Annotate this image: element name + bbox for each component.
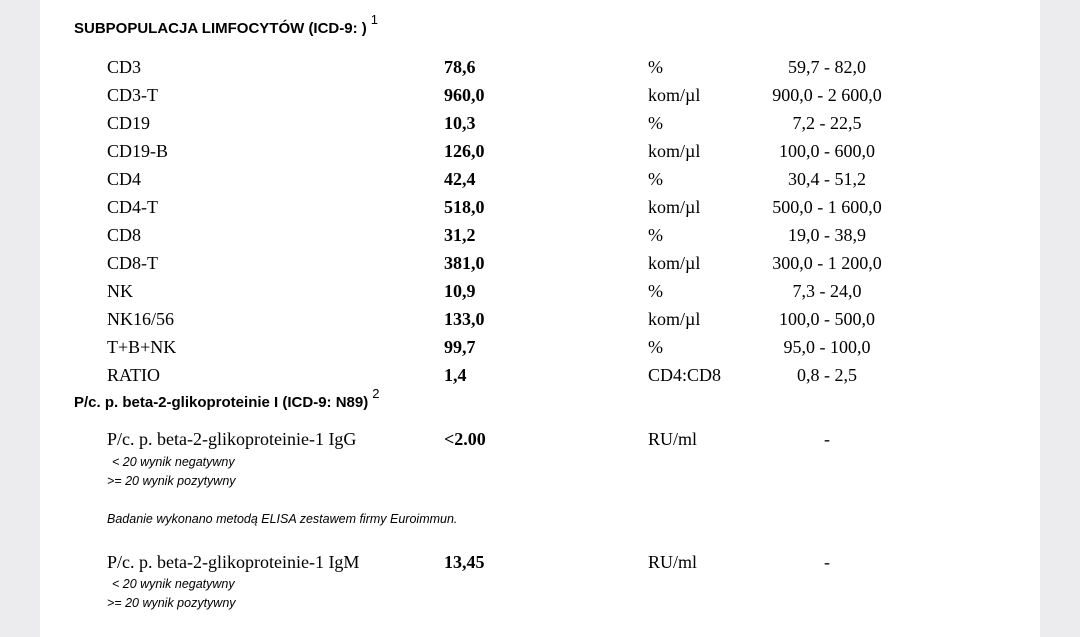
reference-range: - [824, 552, 830, 572]
section-title-lymphocytes [74, 12, 378, 37]
test-value: <2.00 [444, 429, 486, 449]
test-unit: RU/ml [648, 552, 698, 572]
test-value: 960,0 [444, 85, 485, 105]
test-value: 1,4 [444, 365, 467, 385]
test-value: 10,9 [444, 281, 476, 301]
test-name: CD8 [107, 225, 142, 245]
test-name: T+B+NK [107, 337, 177, 357]
result-row-cd8 [40, 225, 1040, 251]
test-name: NK16/56 [107, 309, 174, 329]
test-name: P/c. p. beta-2-glikoproteinie-1 IgG [107, 429, 357, 449]
result-row-cd8-t [40, 253, 1040, 279]
test-value: 10,3 [444, 113, 476, 133]
result-row-nk16-56 [40, 309, 1040, 335]
test-name: P/c. p. beta-2-glikoproteinie-1 IgM [107, 552, 360, 572]
interpretation-note: >= 20 wynik pozytywny [107, 474, 236, 488]
test-name: CD19-B [107, 141, 169, 161]
test-name: CD4 [107, 169, 142, 189]
reference-range: 59,7 - 82,0 [788, 57, 866, 77]
result-row-cd4-t [40, 197, 1040, 223]
test-unit: kom/µl [648, 85, 701, 105]
interpretation-note: < 20 wynik negatywny [112, 455, 235, 469]
test-name: CD4-T [107, 197, 158, 217]
test-unit: % [648, 169, 663, 189]
footnote-marker: 2 [372, 386, 380, 401]
result-row-igg [40, 429, 1040, 455]
reference-range: 7,3 - 24,0 [792, 281, 862, 301]
interpretation-note: < 20 wynik negatywny [112, 577, 235, 591]
test-value: 518,0 [444, 197, 485, 217]
test-name: CD19 [107, 113, 151, 133]
test-unit: kom/µl [648, 309, 701, 329]
reference-range: 0,8 - 2,5 [797, 365, 857, 385]
reference-range: - [824, 429, 830, 449]
test-unit: % [648, 57, 663, 77]
reference-range: 900,0 - 2 600,0 [772, 85, 882, 105]
test-value: 31,2 [444, 225, 476, 245]
test-unit: % [648, 113, 663, 133]
test-name: CD3-T [107, 85, 158, 105]
reference-range: 300,0 - 1 200,0 [772, 253, 882, 273]
result-row-nk [40, 281, 1040, 307]
test-unit: kom/µl [648, 253, 701, 273]
footnote-marker: 1 [370, 12, 378, 27]
result-row-cd19-b [40, 141, 1040, 167]
result-row-cd3-t [40, 85, 1040, 111]
test-unit: % [648, 337, 663, 357]
test-unit: kom/µl [648, 197, 701, 217]
test-unit: kom/µl [648, 141, 701, 161]
reference-range: 30,4 - 51,2 [788, 169, 866, 189]
result-row-cd19 [40, 113, 1040, 139]
test-name: CD8-T [107, 253, 158, 273]
section-title-text: SUBPOPULACJA LIMFOCYTÓW (ICD-9: ) [74, 20, 367, 37]
report-page [40, 0, 1040, 637]
test-value: 78,6 [444, 57, 476, 77]
test-value: 381,0 [444, 253, 485, 273]
interpretation-note: >= 20 wynik pozytywny [107, 596, 236, 610]
test-name: RATIO [107, 365, 160, 385]
reference-range: 100,0 - 600,0 [779, 141, 875, 161]
reference-range: 100,0 - 500,0 [779, 309, 875, 329]
reference-range: 7,2 - 22,5 [792, 113, 862, 133]
test-value: 133,0 [444, 309, 485, 329]
test-name: NK [107, 281, 133, 301]
test-unit: RU/ml [648, 429, 698, 449]
result-row-cd3 [40, 57, 1040, 83]
method-note: Badanie wykonano metodą ELISA zestawem firmy Euroimmun. [107, 512, 458, 526]
result-row-cd4 [40, 169, 1040, 195]
reference-range: 500,0 - 1 600,0 [772, 197, 882, 217]
reference-range: 19,0 - 38,9 [788, 225, 866, 245]
section-title-beta2 [74, 386, 380, 411]
test-value: 126,0 [444, 141, 485, 161]
reference-range: 95,0 - 100,0 [783, 337, 871, 357]
test-value: 99,7 [444, 337, 476, 357]
test-unit: CD4:CD8 [648, 365, 722, 385]
test-unit: % [648, 281, 663, 301]
result-row-ratio [40, 365, 1040, 391]
test-value: 13,45 [444, 552, 485, 572]
test-value: 42,4 [444, 169, 476, 189]
test-name: CD3 [107, 57, 142, 77]
result-row-tbnk [40, 337, 1040, 363]
section-title-text: P/c. p. beta-2-glikoproteinie I (ICD-9: N89) [74, 394, 369, 411]
result-row-igm [40, 552, 1040, 578]
test-unit: % [648, 225, 663, 245]
